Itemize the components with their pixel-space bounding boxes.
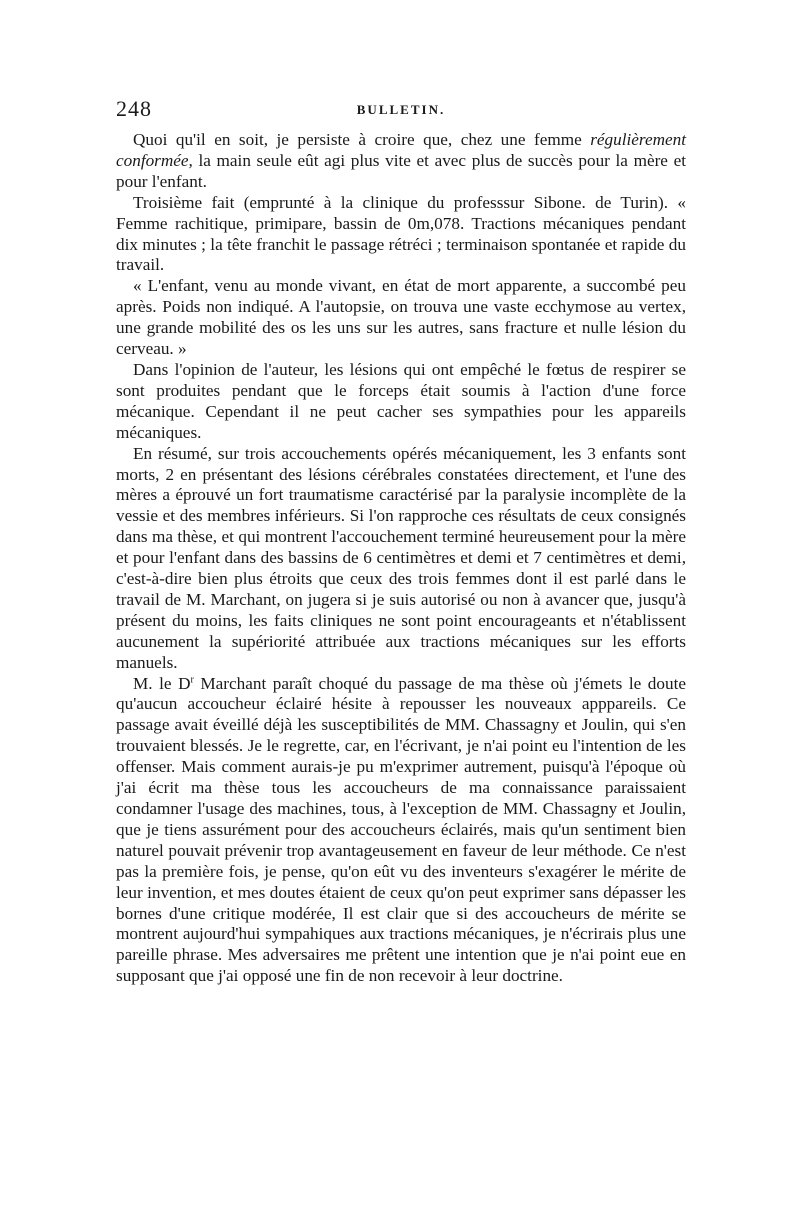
- paragraph-2: Troisième fait (emprunté à la clinique du professsur Sibone. de Turin). « Femme rachitique, primipare, bassin de 0m,078. Tractions mécaniques pendant dix minutes ; la tête franchit le passage rétréci ; terminaison spontanée et rapide du travail.: [116, 192, 686, 275]
- page-header: [116, 96, 686, 126]
- paragraph-3: « L'enfant, venu au monde vivant, en état de mort apparente, a succombé peu après. Poids non indiqué. A l'autopsie, on trouva une vaste ecchymose au vertex, une grande mobilité des os les uns sur les autres, sans fracture et nulle lésion du cerveau. »: [116, 276, 686, 359]
- paragraph-1-text-end: la main seule eût agi plus vite et avec plus de succès pour la mère et pour l'enfant.: [116, 150, 686, 191]
- paragraph-1: [116, 130, 686, 193]
- running-title: BULLETIN.: [356, 102, 446, 117]
- body-text: [116, 130, 686, 987]
- paragraph-6-text: M. le D: [133, 673, 191, 693]
- paragraph-6-text-end: Marchant paraît choqué du passage de ma thèse où j'émets le doute qu'aucun accoucheur éclairé hésite à repousser les nouveaux apppareils. Ce passage avait éveillé déjà les susceptibilités de MM. Chassagny et Joulin, qui s'en trouvaient blessés. Je le regrette, car, en l'écrivant, je n'ai point eu l'intention de les offenser. Mais comment aurais-je pu m'exprimer autrement, puisqu'à l'époque où j'ai écrit ma thèse tous les accoucheurs de ma connaissance paraissaient condamner l'usage des machines, tous, à l'exception de MM. Chassagny et Joulin, que je tiens assurément pour des accoucheurs éclairés, mais qu'un sentiment bien naturel pouvait prévenir trop avantageusement en faveur de leur méthode. Ce n'est pas la première fois, je pense, qu'on eût vu des inventeurs s'exagérer le mérite de leur invention, et mes doutes étaient de ceux qu'on peut exprimer sans dépasser les bornes d'une critique modérée, Il est clair que si des accoucheurs de mérite se montrent aujourd'hui sympahiques aux tractions mécaniques, je n'écrirais plus une pareille phrase. Mes adversaires me prêtent une intention que je n'ai point eue en supposant que j'ai opposé une fin de non recevoir à leur doctrine.: [116, 673, 686, 986]
- paragraph-6-superscript: r: [190, 673, 194, 685]
- paragraph-4: Dans l'opinion de l'auteur, les lésions qui ont empêché le fœtus de respirer se sont produites pendant que le forceps était soumis à l'action d'une force mécanique. Cependant il ne peut cacher ses sympathies pour les appareils mécaniques.: [116, 359, 686, 442]
- page-number: 248: [116, 96, 152, 121]
- paragraph-6: [116, 674, 686, 988]
- paragraph-1-emphasis: régulièrement conformée,: [116, 130, 686, 170]
- paragraph-1-text: Quoi qu'il en soit, je persiste à croire que, chez une femme: [133, 130, 591, 149]
- paragraph-5: En résumé, sur trois accouchements opérés mécaniquement, les 3 enfants sont morts, 2 en présentant des lésions cérébrales constatées directement, et l'une des mères a éprouvé un fort traumatisme caractérisé par la paralysie incomplète de la vessie et des membres inférieurs. Si l'on rapproche ces résultats de ceux consignés dans ma thèse, et qui montrent l'accouchement terminé heureusement pour la mère et pour l'enfant dans des bassins de 6 centimètres et demi et 7 centimètres et demi, c'est-à-dire bien plus étroits que ceux des trois femmes dont il est parlé dans le travail de M. Marchant, on jugera si je suis autorisé ou non à avancer que, jusqu'à présent du moins, les faits cliniques ne sont point encourageants et n'établissent aucunement la supériorité attribuée aux tractions mécaniques sur les efforts manuels.: [116, 443, 686, 672]
